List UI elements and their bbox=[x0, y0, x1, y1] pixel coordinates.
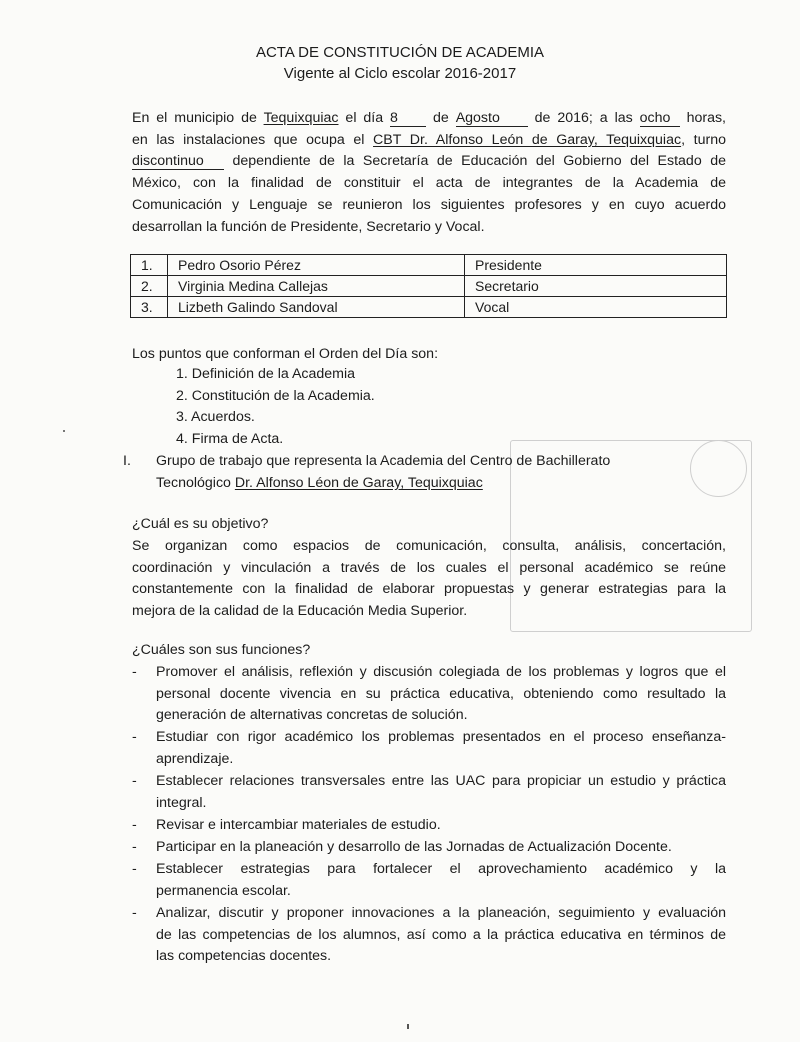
agenda-list bbox=[176, 364, 375, 451]
intro-paragraph bbox=[132, 108, 726, 238]
member-role: Secretario bbox=[465, 276, 727, 297]
mes-value: Agosto bbox=[456, 111, 528, 127]
objetivo-heading: ¿Cuál es su objetivo? bbox=[132, 516, 269, 532]
plantel-value: CBT Dr. Alfonso León de Garay, Tequixquiac bbox=[373, 131, 682, 148]
funciones-heading: ¿Cuáles son sus funciones? bbox=[132, 642, 311, 658]
objetivo-paragraph: Se organizan como espacios de comunicación, consulta, análisis, concertación, coordinación y vinculación a través de los cuales el personal académico se reúne constantemente con la finalidad de elaborar propuestas y generar estrategias para la mejora de la calidad de la Educación Media Superior. bbox=[132, 538, 726, 620]
intro-line-6: desarrollan la función de Presidente, Secretario y Vocal. bbox=[132, 218, 485, 235]
section-numeral: I. bbox=[123, 453, 131, 469]
member-role: Vocal bbox=[465, 297, 727, 318]
list-item: - Participar en la planeación y desarrollo de las Jornadas de Actualización Docente. bbox=[132, 839, 672, 855]
members-table bbox=[130, 254, 727, 318]
hora-value: ocho bbox=[640, 111, 680, 127]
list-item: - Establecer relaciones transversales entre las UAC para propiciar un estudio y práctica integral. bbox=[132, 773, 726, 811]
table-row bbox=[131, 276, 727, 297]
list-item: - Analizar, discutir y proponer innovaciones a la planeación, seguimiento y evaluación de las competencias de los alumnos, así como a la práctica educativa en términos de las competencias docentes. bbox=[132, 905, 726, 965]
scan-speck bbox=[407, 1024, 409, 1029]
table-row bbox=[131, 297, 727, 318]
list-item: 2. Constitución de la Academia. bbox=[176, 387, 375, 404]
list-item: 3. Acuerdos. bbox=[176, 409, 255, 426]
page-title: ACTA DE CONSTITUCIÓN DE ACADEMIA bbox=[255, 44, 545, 61]
scan-speck bbox=[63, 430, 65, 432]
list-item: - Promover el análisis, reflexión y discusión colegiada de los problemas y logros que el personal docente vivencia en su práctica educativa, obteniendo como resultado la generación de alternativas concretas de solución. bbox=[132, 664, 726, 724]
member-role: Presidente bbox=[465, 255, 727, 276]
intro-line-2: en las instalaciones que ocupa el CBT Dr. Alfonso León de Garay, Tequixquiac, turno bbox=[132, 131, 726, 148]
member-name: Virginia Medina Callejas bbox=[168, 276, 465, 297]
page-subtitle: Vigente al Ciclo escolar 2016-2017 bbox=[283, 65, 517, 82]
member-number: 2. bbox=[131, 276, 168, 297]
member-number: 1. bbox=[131, 255, 168, 276]
intro-line-5: Comunicación y Lenguaje se reunieron los siguientes profesores y en cuyo acuerdo bbox=[132, 196, 726, 213]
list-item: - Revisar e intercambiar materiales de estudio. bbox=[132, 817, 441, 833]
agenda-intro: Los puntos que conforman el Orden del Día son: bbox=[132, 346, 439, 362]
list-item: 1. Definición de la Academia bbox=[176, 366, 356, 382]
list-item: - Establecer estrategias para fortalecer el aprovechamiento académico y la permanencia escolar. bbox=[132, 861, 726, 899]
member-number: 3. bbox=[131, 297, 168, 318]
dia-value: 8 bbox=[390, 111, 426, 127]
member-name: Pedro Osorio Pérez bbox=[168, 255, 465, 276]
school-name: Dr. Alfonso Léon de Garay, Tequixquiac bbox=[234, 474, 483, 491]
member-name: Lizbeth Galindo Sandoval bbox=[168, 297, 465, 318]
intro-line-3: discontinuo dependiente de la Secretaría de Educación del Gobierno del Estado de bbox=[132, 153, 726, 170]
funciones-list bbox=[0, 662, 800, 969]
list-item: 4. Firma de Acta. bbox=[176, 431, 284, 448]
section-group-text: Grupo de trabajo que representa la Academia del Centro de Bachillerato Tecnológico Dr. Alfonso Léon de Garay, Tequixquiac bbox=[156, 453, 611, 491]
list-item: - Estudiar con rigor académico los problemas presentados en el proceso enseñanza- aprendizaje. bbox=[132, 729, 726, 767]
turno-value: discontinuo bbox=[132, 154, 224, 170]
intro-line-4: México, con la finalidad de constituir el acta de integrantes de la Academia de bbox=[132, 175, 726, 192]
table-row bbox=[131, 255, 727, 276]
municipio-value: Tequixquiac bbox=[263, 110, 339, 126]
intro-line-1: En el municipio de Tequixquiac el día 8 de Agosto de 2016; a las ocho horas, bbox=[132, 110, 726, 126]
